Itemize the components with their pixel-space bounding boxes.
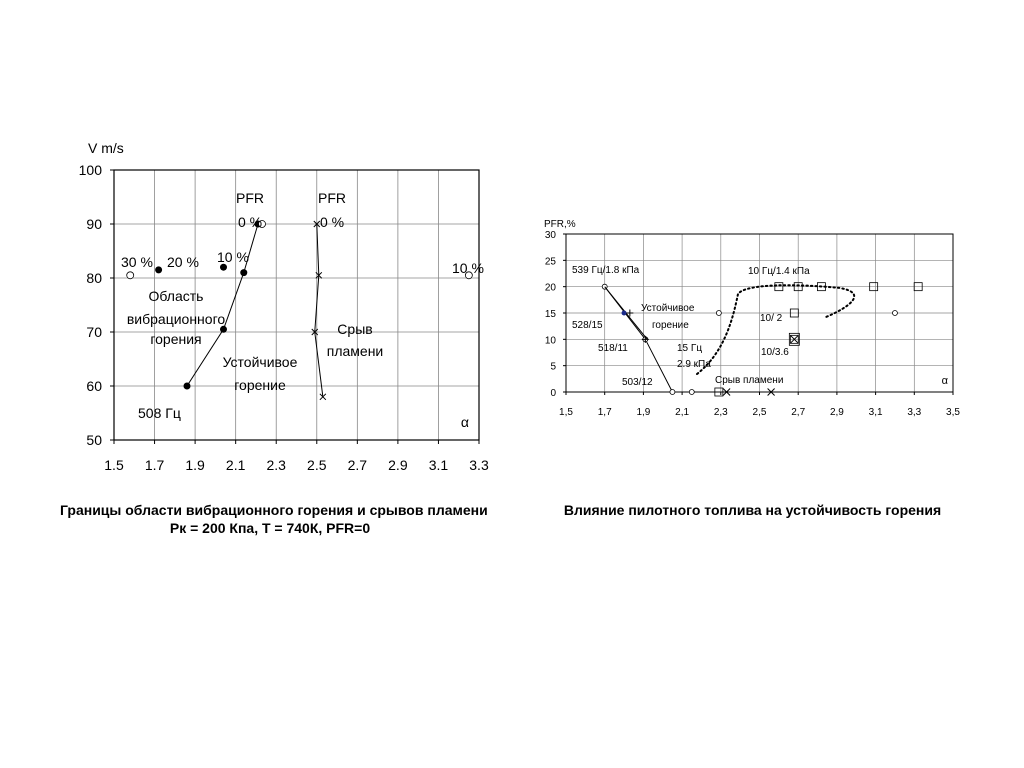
chart1-point-vibration-extra <box>155 266 162 273</box>
chart2-xtick-label: 3,5 <box>946 407 960 418</box>
chart2-annotation-a539: 539 Гц/1.8 кПа <box>572 265 640 276</box>
chart2-annotation-r102: 10/ 2 <box>760 313 783 324</box>
chart1-xtick-label: 1.9 <box>185 457 205 473</box>
chart2-annotation-hz15: 15 Гц <box>677 343 703 354</box>
chart1-xtick-label: 1.7 <box>144 457 165 473</box>
chart2-annotation-stable_2: горение <box>652 320 689 331</box>
chart1-annotation-p20: 20 % <box>167 254 199 270</box>
chart1-xtick-label: 2.3 <box>266 457 286 473</box>
chart2-xtick-label: 1,5 <box>559 407 573 418</box>
chart1-ytick-label: 100 <box>78 162 102 178</box>
chart1-annotation-vib_1: Область <box>148 288 204 304</box>
chart2-xtick-label: 3,3 <box>907 407 922 418</box>
chart2-ytick-label: 10 <box>544 335 556 347</box>
chart2-caption <box>540 501 965 519</box>
chart2-xtick-label: 2,3 <box>713 407 728 418</box>
chart1-annotation-vib_3: горения <box>150 331 202 347</box>
chart1-xtick-label: 3.1 <box>428 457 449 473</box>
chart1-xtick-label: 2.7 <box>347 457 368 473</box>
chart1-plot-frame <box>114 170 479 440</box>
chart1-annotation-stable_2: горение <box>234 377 286 393</box>
chart1-annotation-pfr_b_2: 0 % <box>320 214 345 230</box>
chart2-point-vibration-boundary <box>670 390 675 395</box>
chart1-point-vibration-boundary <box>240 269 247 276</box>
chart1-xtick-label: 2.9 <box>388 457 408 473</box>
chart1-xtick-label: 2.1 <box>225 457 246 473</box>
chart1-ytick-label: 80 <box>86 270 102 286</box>
chart1-annotation-p30: 30 % <box>121 254 153 270</box>
chart1-xlabel: α <box>460 414 469 430</box>
chart1-ytick-label: 60 <box>86 378 102 394</box>
chart1-series-line-flame-blowout <box>315 224 323 397</box>
chart1-ytick-label: 90 <box>86 216 102 232</box>
chart2-ytick-label: 15 <box>544 309 556 320</box>
chart1-annotation-freq: 508 Гц <box>138 405 181 421</box>
chart1-point-open-points <box>127 272 134 279</box>
chart1-ylabel: V m/s <box>88 140 124 156</box>
chart2-title: Влияние пилотного топлива на устойчивость горения <box>563 502 942 518</box>
chart2-annotation-a503: 503/12 <box>622 377 653 388</box>
chart2-ytick-label: 30 <box>544 230 556 241</box>
chart2-xtick-label: 2,7 <box>791 407 806 418</box>
chart2-ytick-label: 0 <box>550 388 556 399</box>
chart1-caption <box>60 501 488 537</box>
chart2-xtick-label: 2,1 <box>675 407 690 418</box>
chart2-xlabel: α <box>941 375 948 387</box>
chart1-annotation-stable_1: Устойчивое <box>222 354 298 370</box>
chart2-annotation-r1036: 10/3.6 <box>761 347 789 358</box>
chart1-xtick-label: 3.3 <box>469 457 489 473</box>
chart2-ytick-label: 25 <box>544 256 556 268</box>
chart1-ytick-label: 50 <box>86 432 102 448</box>
chart1-ytick-label: 70 <box>86 324 102 340</box>
chart2-point-open-points <box>716 311 721 316</box>
chart1-subtitle: Рк = 200 Кпа, Т = 740К, PFR=0 <box>169 520 371 536</box>
chart1-annotation-p10a: 10 % <box>217 249 249 265</box>
chart1-xtick-label: 2.5 <box>307 457 327 473</box>
chart1-annotation-p10b: 10 % <box>452 260 484 276</box>
chart2-ylabel: PFR,% <box>544 219 576 230</box>
chart1-title: Границы области вибрационного горения и срывов пламени <box>60 502 488 518</box>
chart1-annotation-pfr_a_2: 0 % <box>238 214 263 230</box>
chart2-xtick-label: 1,9 <box>636 407 651 418</box>
chart1-annotation-pfr_b_1: PFR <box>318 190 346 206</box>
chart2-point-open-points <box>689 390 694 395</box>
chart2-annotation-a518: 518/11 <box>598 343 628 354</box>
chart2-ytick-label: 20 <box>544 282 556 294</box>
chart2-xtick-label: 1,7 <box>597 407 612 418</box>
chart2-point-vibration-filled <box>622 311 627 316</box>
chart2-annotation-kpa29: 2.9 кПа <box>677 359 711 370</box>
chart2-point-open-points <box>892 311 897 316</box>
chart2-xtick-label: 2,9 <box>829 407 844 418</box>
chart1-annotation-pfr_a_1: PFR <box>236 190 264 206</box>
chart1-xtick-label: 1.5 <box>104 457 124 473</box>
chart1-annotation-blow_1: Срыв <box>337 321 373 337</box>
chart2-xtick-label: 3,1 <box>868 407 883 418</box>
chart1-point-vibration-boundary <box>184 383 191 390</box>
chart2-annotation-blow: Срыв пламени <box>715 375 784 386</box>
chart1-annotation-vib_2: вибрационного <box>126 311 226 327</box>
chart2-ytick-label: 5 <box>550 361 556 373</box>
chart2-annotation-hz10: 10 Гц/1.4 кПа <box>748 266 810 277</box>
chart2-xtick-label: 2,5 <box>752 407 767 418</box>
chart1-annotation-blow_2: пламени <box>326 343 384 359</box>
chart2-annotation-stable_1: Устойчивое <box>641 303 695 314</box>
chart2-annotation-a528: 528/15 <box>572 320 603 331</box>
